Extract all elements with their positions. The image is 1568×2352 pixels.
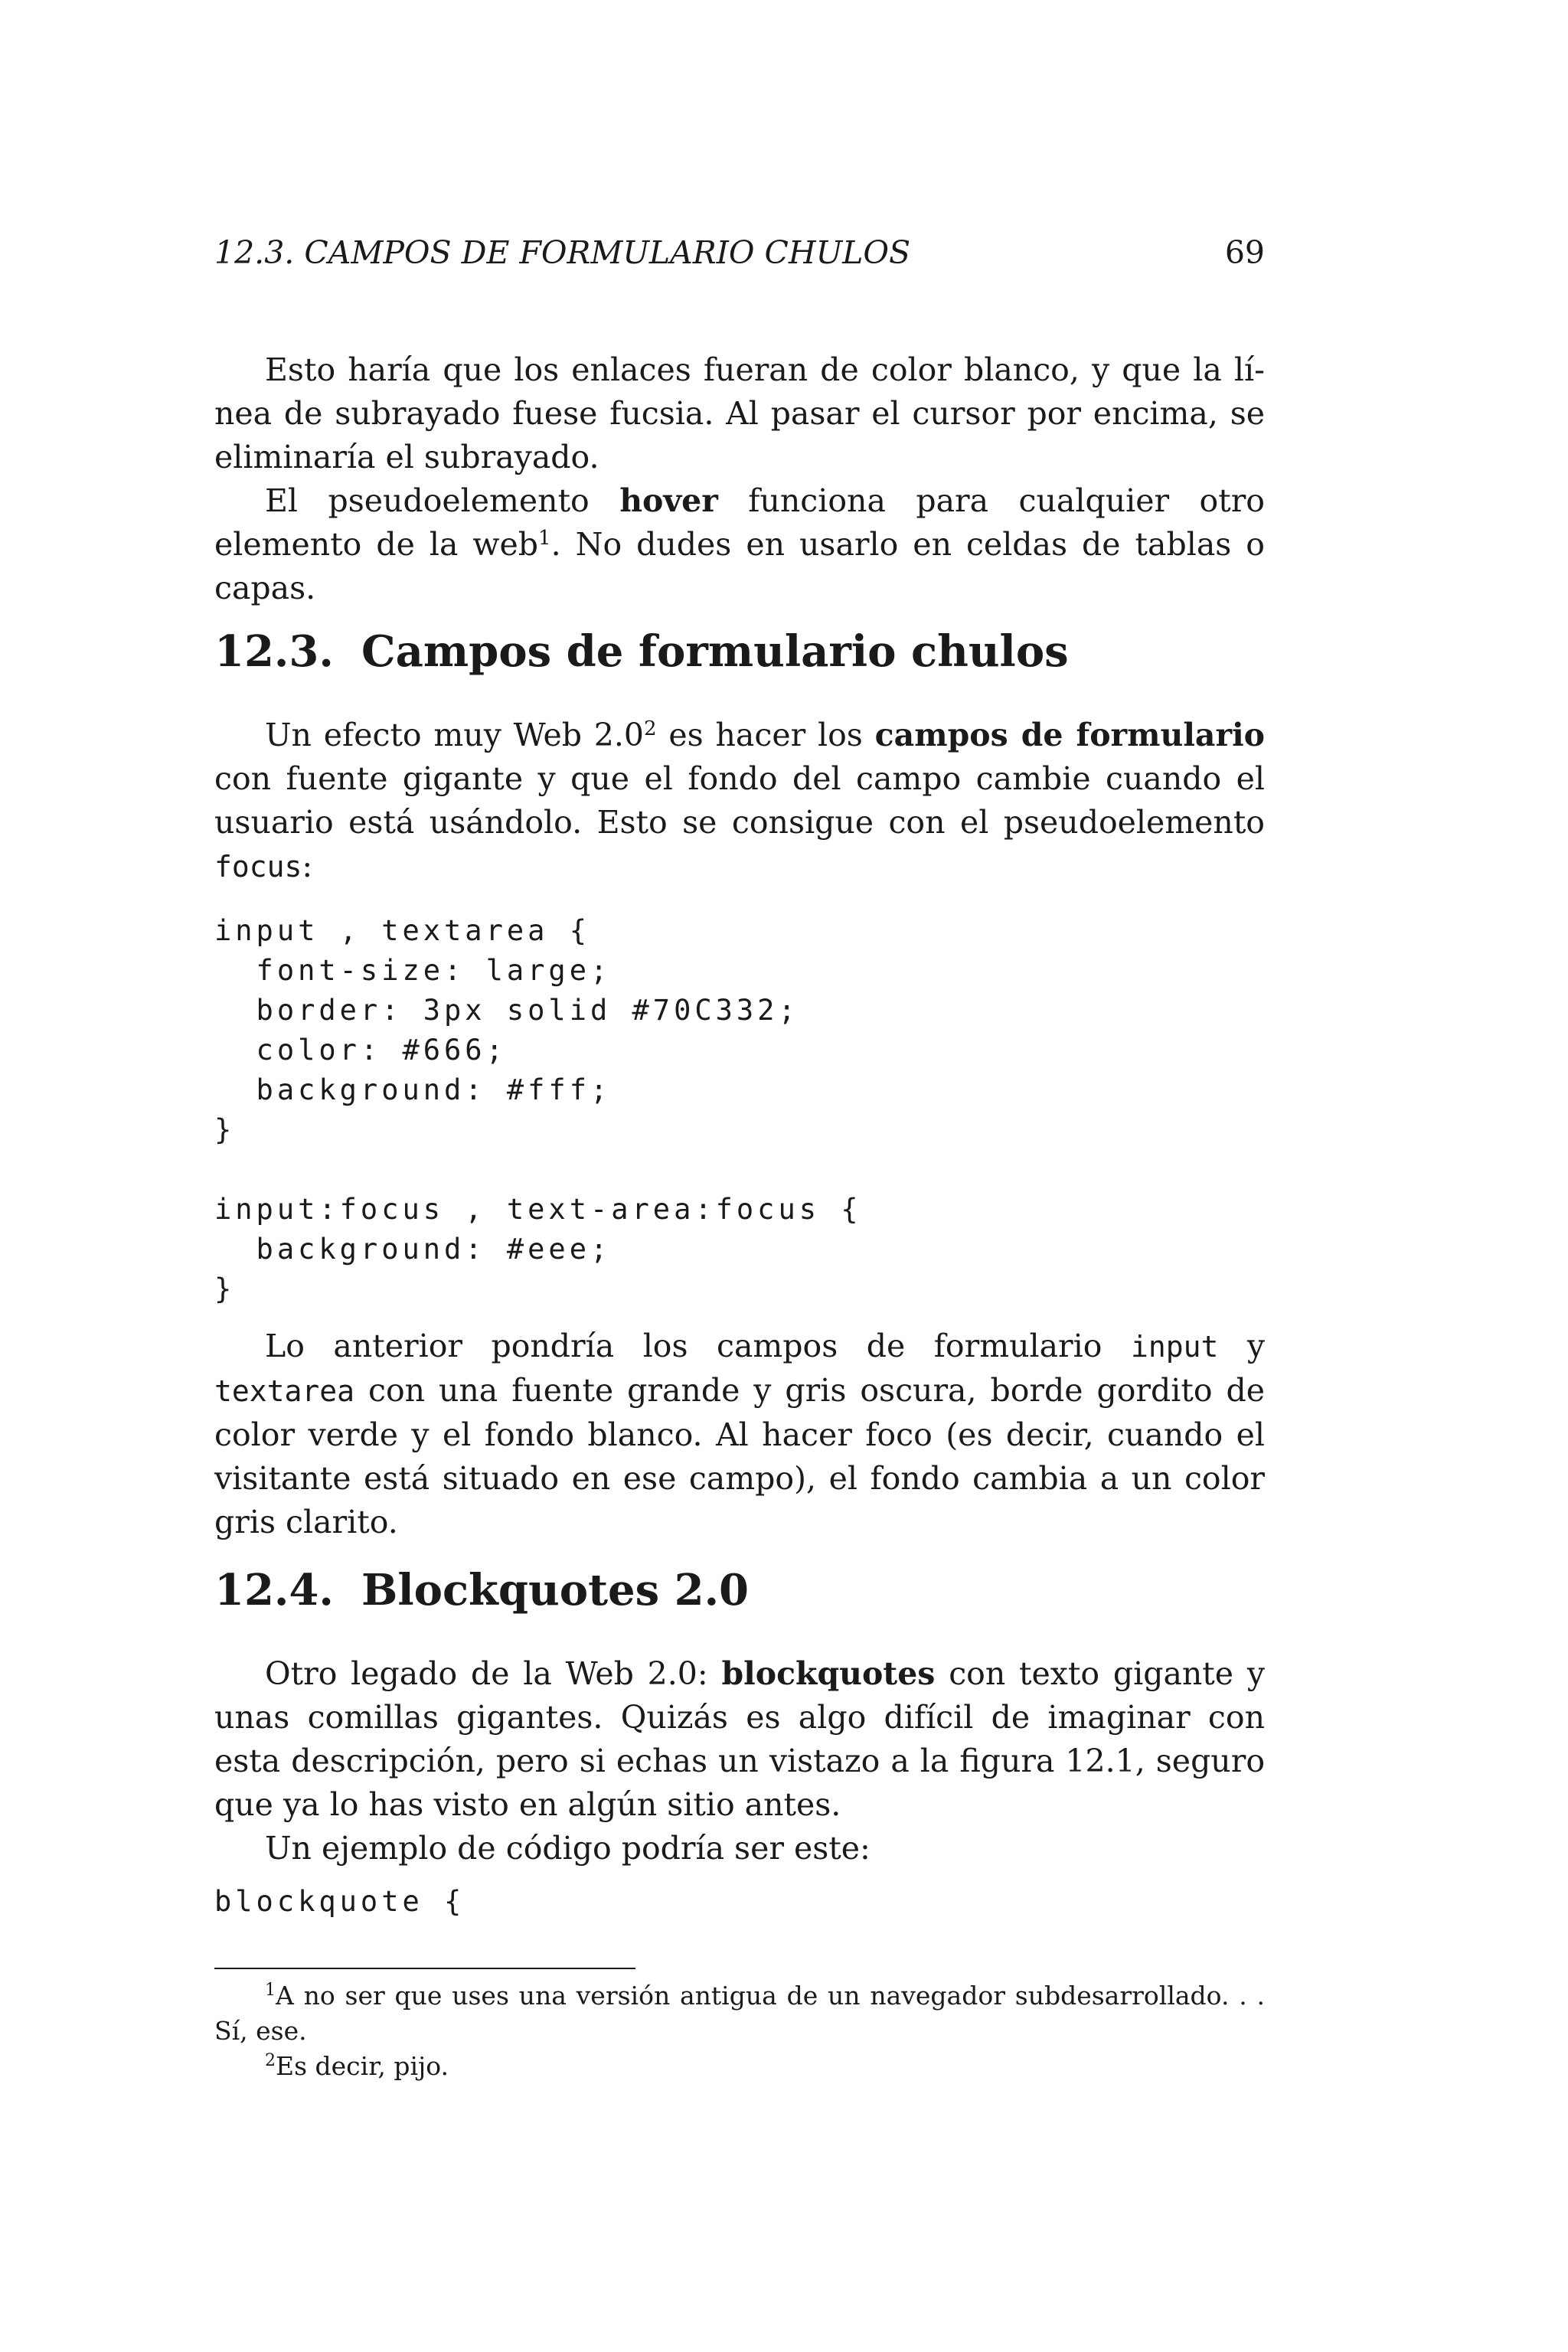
footnote-rule <box>214 1968 635 1969</box>
form-fields-term: campos de formulario <box>874 717 1265 753</box>
section-number: 12.3. <box>214 626 334 677</box>
textarea-code: textarea <box>214 1374 355 1408</box>
book-page <box>214 0 1265 2352</box>
section-12-4-paragraph-2: Un ejemplo de código podría ser este: <box>265 1830 871 1867</box>
section-title: Campos de formulario chulos <box>361 626 1069 677</box>
section-12-3-paragraph-2: Lo anterior pondría los campos de formulario input y textarea con una fuente grande y gris oscura, borde gordito de color verde y el fondo blanco. Al hacer foco (es decir, cuando el visitante está situado en ese campo), el fondo cambia a un color gris clarito. <box>214 1328 1265 1540</box>
footnote-ref-2: 2 <box>644 717 657 740</box>
page-number: 69 <box>1224 234 1265 271</box>
section-heading-12-4 <box>214 1563 749 1617</box>
section-12-4-paragraphs <box>214 1652 1265 1870</box>
code-block-form-fields: input , textarea { font-size: large; border: 3px solid #70C332; color: #666; background: #fff; } input:focus , text-area:focus { background: #eee; } <box>214 914 862 1305</box>
blockquotes-term: blockquotes <box>721 1655 936 1692</box>
code-block-blockquote: blockquote { <box>214 1885 466 1918</box>
footnote-2: $^2$Es decir, pijo. <box>265 2051 449 2081</box>
hover-term: hover <box>619 482 718 519</box>
input-code: input <box>1130 1330 1219 1364</box>
section-number: 12.4. <box>214 1565 334 1615</box>
section-title: Blockquotes 2.0 <box>361 1565 750 1615</box>
intro-paragraph-1: Esto haría que los enlaces fueran de color blanco, y que la línea de subrayado fuese fucsia. Al pasar el cursor por encima, se eliminaría el subrayado. <box>214 351 1265 475</box>
section-12-3-paragraph-1: Un efecto muy Web $2.0^2$ es hacer los campos de formulario con fuente gigante y que el fondo del campo cambie cuando el usuario está usándolo. Esto se consigue con el pseudoelemento focus: <box>214 717 1265 884</box>
running-head <box>214 230 1265 276</box>
section-12-4-paragraph-1: Otro legado de la Web 2.0: blockquotes con texto gigante y unas comillas gigantes. Quizás es algo difícil de imaginar con esta descripción, pero si echas un vistazo a la figura 12.1, seguro que ya lo has visto en algún sitio antes. <box>214 1655 1265 1823</box>
footnote-ref-1: 1 <box>538 527 551 550</box>
section-heading-12-3 <box>214 625 1069 678</box>
focus-code: focus <box>214 850 302 884</box>
intro-paragraph-2: El pseudoelemento hover funciona para cualquier otro elemento de la web$^1$. No dudes en usarlo en celdas de tablas o capas. <box>214 482 1265 606</box>
footnote-1: $^1$A no ser que uses una versión antigua de un navegador subdesarrollado. . . Sí, ese. <box>214 1981 1265 2046</box>
intro-paragraphs <box>214 348 1265 610</box>
footnotes <box>214 1978 1265 2084</box>
running-head-title: 12.3. CAMPOS DE FORMULARIO CHULOS <box>214 234 911 271</box>
